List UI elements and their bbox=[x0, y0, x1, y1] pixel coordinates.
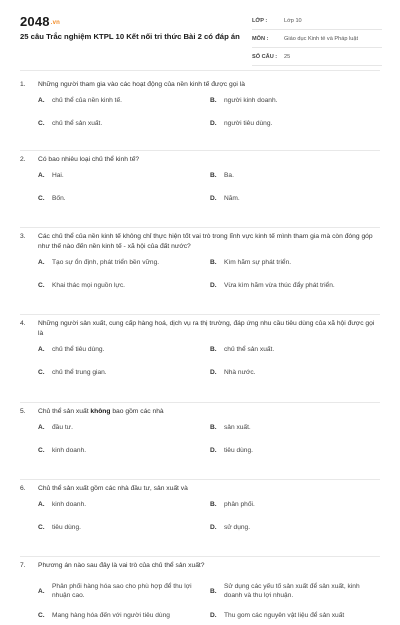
meta-value: 25 bbox=[284, 53, 291, 60]
meta-row-count bbox=[252, 48, 382, 66]
stem-part: Chủ thể sản xuất bbox=[38, 408, 91, 415]
option-c[interactable] bbox=[38, 605, 210, 625]
option-text: sử dụng. bbox=[224, 524, 251, 531]
option-letter: C. bbox=[38, 282, 45, 289]
logo-main-text: 2048 bbox=[20, 14, 50, 29]
option-letter: A. bbox=[38, 97, 45, 104]
option-text: tiêu dùng. bbox=[52, 524, 81, 531]
option-b[interactable] bbox=[210, 171, 382, 194]
question-item bbox=[20, 228, 380, 315]
meta-row-class bbox=[252, 12, 382, 30]
option-text: kinh doanh. bbox=[52, 447, 87, 454]
question-text: Các chủ thể của nền kinh tế không chỉ thực hiện tốt vai trò trong lĩnh vực kinh tế mình tham gia mà còn đóng góp như thế nào đến nền kinh tế - xã hội của đất nước? bbox=[38, 233, 373, 250]
option-a[interactable] bbox=[38, 258, 210, 281]
option-a[interactable] bbox=[38, 96, 210, 119]
option-a[interactable] bbox=[38, 345, 210, 368]
option-b[interactable] bbox=[210, 258, 382, 281]
meta-key: MÔN : bbox=[252, 35, 269, 42]
question-number: 3. bbox=[20, 233, 26, 240]
option-text: Mang hàng hóa đến với người tiêu dùng bbox=[52, 611, 170, 619]
option-letter: A. bbox=[38, 346, 45, 353]
option-letter: C. bbox=[38, 369, 45, 376]
option-letter: A. bbox=[38, 172, 45, 179]
option-text: tiêu dùng. bbox=[224, 447, 253, 454]
option-text: chủ thể sản xuất. bbox=[224, 346, 275, 353]
option-letter: A. bbox=[38, 501, 45, 508]
question-list bbox=[20, 78, 380, 625]
option-letter: B. bbox=[210, 424, 217, 431]
option-a[interactable] bbox=[38, 423, 210, 446]
option-b[interactable] bbox=[210, 577, 382, 605]
option-c[interactable] bbox=[38, 194, 210, 217]
option-c[interactable] bbox=[38, 368, 210, 391]
question-number: 4. bbox=[20, 320, 26, 327]
meta-row-subject bbox=[252, 30, 382, 48]
option-text: phân phối. bbox=[224, 501, 255, 508]
option-a[interactable] bbox=[38, 500, 210, 523]
option-text: Hai. bbox=[52, 172, 64, 179]
option-letter: C. bbox=[38, 120, 45, 127]
option-text: người kinh doanh. bbox=[224, 97, 278, 104]
meta-value: Giáo dục Kinh tế và Pháp luật bbox=[284, 35, 359, 42]
question-text: Có bao nhiêu loại chủ thể kinh tế? bbox=[38, 156, 140, 163]
question-stem bbox=[20, 80, 380, 90]
question-text bbox=[38, 407, 380, 417]
logo-suffix-text: .vn bbox=[50, 20, 61, 26]
option-c[interactable] bbox=[38, 523, 210, 546]
option-grid bbox=[20, 258, 380, 304]
question-stem bbox=[20, 232, 380, 252]
option-letter: B. bbox=[210, 346, 217, 353]
option-letter: A. bbox=[38, 424, 45, 431]
meta-key: LỚP : bbox=[252, 17, 268, 24]
question-item bbox=[20, 480, 380, 557]
option-text: đầu tư. bbox=[52, 424, 73, 431]
question-item bbox=[20, 78, 380, 151]
option-text: Ba. bbox=[224, 172, 234, 179]
option-text: Nhà nước. bbox=[224, 369, 256, 376]
option-letter: D. bbox=[210, 369, 217, 376]
option-text: Tạo sự ổn định, phát triển bền vững. bbox=[52, 259, 160, 266]
option-d[interactable] bbox=[210, 194, 382, 217]
site-logo[interactable] bbox=[20, 14, 60, 29]
option-b[interactable] bbox=[210, 500, 382, 523]
option-letter: D. bbox=[210, 447, 217, 454]
option-b[interactable] bbox=[210, 423, 382, 446]
question-text: Những người tham gia vào các hoạt động của nền kinh tế được gọi là bbox=[38, 81, 245, 88]
option-c[interactable] bbox=[38, 446, 210, 469]
option-letter: B. bbox=[210, 97, 217, 104]
question-stem bbox=[20, 319, 380, 339]
question-text: Phương án nào sau đây là vai trò của chủ thể sản xuất? bbox=[38, 562, 205, 569]
option-text: Sử dụng các yếu tố sản xuất để sản xuất, kinh doanh và thu lợi nhuận. bbox=[224, 583, 360, 599]
option-text: Kìm hãm sự phát triển. bbox=[224, 259, 292, 266]
option-text: kinh doanh. bbox=[52, 501, 87, 508]
option-letter: B. bbox=[210, 172, 217, 179]
meta-value: Lớp 10 bbox=[284, 17, 302, 24]
question-item bbox=[20, 151, 380, 228]
option-c[interactable] bbox=[38, 119, 210, 142]
option-text: Khai thác mọi nguồn lực. bbox=[52, 282, 125, 289]
document-title: 25 câu Trắc nghiệm KTPL 10 Kết nối tri thức Bài 2 có đáp án bbox=[20, 32, 240, 41]
question-number: 6. bbox=[20, 485, 26, 492]
option-text: Vừa kìm hãm vừa thúc đẩy phát triển. bbox=[224, 282, 335, 289]
stem-emphasis: không bbox=[90, 408, 111, 415]
question-stem bbox=[20, 561, 380, 571]
question-number: 7. bbox=[20, 562, 26, 569]
meta-info bbox=[252, 12, 382, 66]
option-letter: B. bbox=[210, 501, 217, 508]
option-text: chủ thể tiêu dùng. bbox=[52, 346, 105, 353]
option-a[interactable] bbox=[38, 577, 210, 605]
option-letter: D. bbox=[210, 611, 217, 619]
stem-part: bao gồm các nhà bbox=[110, 408, 164, 415]
option-letter: C. bbox=[38, 447, 45, 454]
option-d[interactable] bbox=[210, 281, 382, 304]
question-stem bbox=[20, 155, 380, 165]
meta-key: SỐ CÂU : bbox=[252, 53, 278, 60]
question-item bbox=[20, 315, 380, 403]
option-text: chủ thể trung gian. bbox=[52, 369, 107, 376]
question-stem bbox=[20, 407, 380, 417]
question-text: Những người sản xuất, cung cấp hàng hoá, dịch vụ ra thị trường, đáp ứng nhu cầu tiêu dùng của xã hội được gọi là bbox=[38, 320, 375, 337]
option-b[interactable] bbox=[210, 96, 382, 119]
question-number: 2. bbox=[20, 156, 26, 163]
option-letter: D. bbox=[210, 195, 217, 202]
header-divider bbox=[20, 70, 380, 71]
option-c[interactable] bbox=[38, 281, 210, 304]
option-grid bbox=[20, 577, 380, 625]
option-text: chủ thể của nền kinh tế. bbox=[52, 97, 123, 104]
option-d[interactable] bbox=[210, 119, 382, 142]
document-header bbox=[0, 0, 400, 66]
option-letter: C. bbox=[38, 195, 45, 202]
option-letter: B. bbox=[210, 259, 217, 266]
option-text: sản xuất. bbox=[224, 424, 251, 431]
option-grid bbox=[20, 96, 380, 142]
option-letter: B. bbox=[210, 587, 217, 595]
option-letter: A. bbox=[38, 587, 45, 595]
option-grid bbox=[20, 345, 380, 391]
option-grid bbox=[20, 423, 380, 469]
option-text: Phân phối hàng hóa sao cho phù hợp để thu lợi nhuận cao. bbox=[52, 583, 192, 599]
option-text: Thu gom các nguyên vật liệu để sản xuất bbox=[224, 611, 345, 619]
option-letter: D. bbox=[210, 120, 217, 127]
option-d[interactable] bbox=[210, 523, 382, 546]
option-letter: D. bbox=[210, 282, 217, 289]
option-grid bbox=[20, 500, 380, 546]
option-letter: A. bbox=[38, 259, 45, 266]
question-number: 1. bbox=[20, 81, 26, 88]
option-letter: C. bbox=[38, 611, 45, 619]
option-text: Bốn. bbox=[52, 195, 66, 202]
option-a[interactable] bbox=[38, 171, 210, 194]
option-letter: C. bbox=[38, 524, 45, 531]
option-letter: D. bbox=[210, 524, 217, 531]
option-text: người tiêu dùng. bbox=[224, 120, 273, 127]
question-item bbox=[20, 557, 380, 625]
question-text: Chủ thể sản xuất gồm các nhà đầu tư, sản xuất và bbox=[38, 485, 188, 492]
option-grid bbox=[20, 171, 380, 217]
question-number: 5. bbox=[20, 408, 26, 415]
question-item bbox=[20, 403, 380, 480]
option-d[interactable] bbox=[210, 368, 382, 391]
option-d[interactable] bbox=[210, 605, 382, 625]
option-text: Năm. bbox=[224, 195, 240, 202]
option-d[interactable] bbox=[210, 446, 382, 469]
option-text: chủ thể sản xuất. bbox=[52, 120, 103, 127]
question-stem bbox=[20, 484, 380, 494]
option-b[interactable] bbox=[210, 345, 382, 368]
